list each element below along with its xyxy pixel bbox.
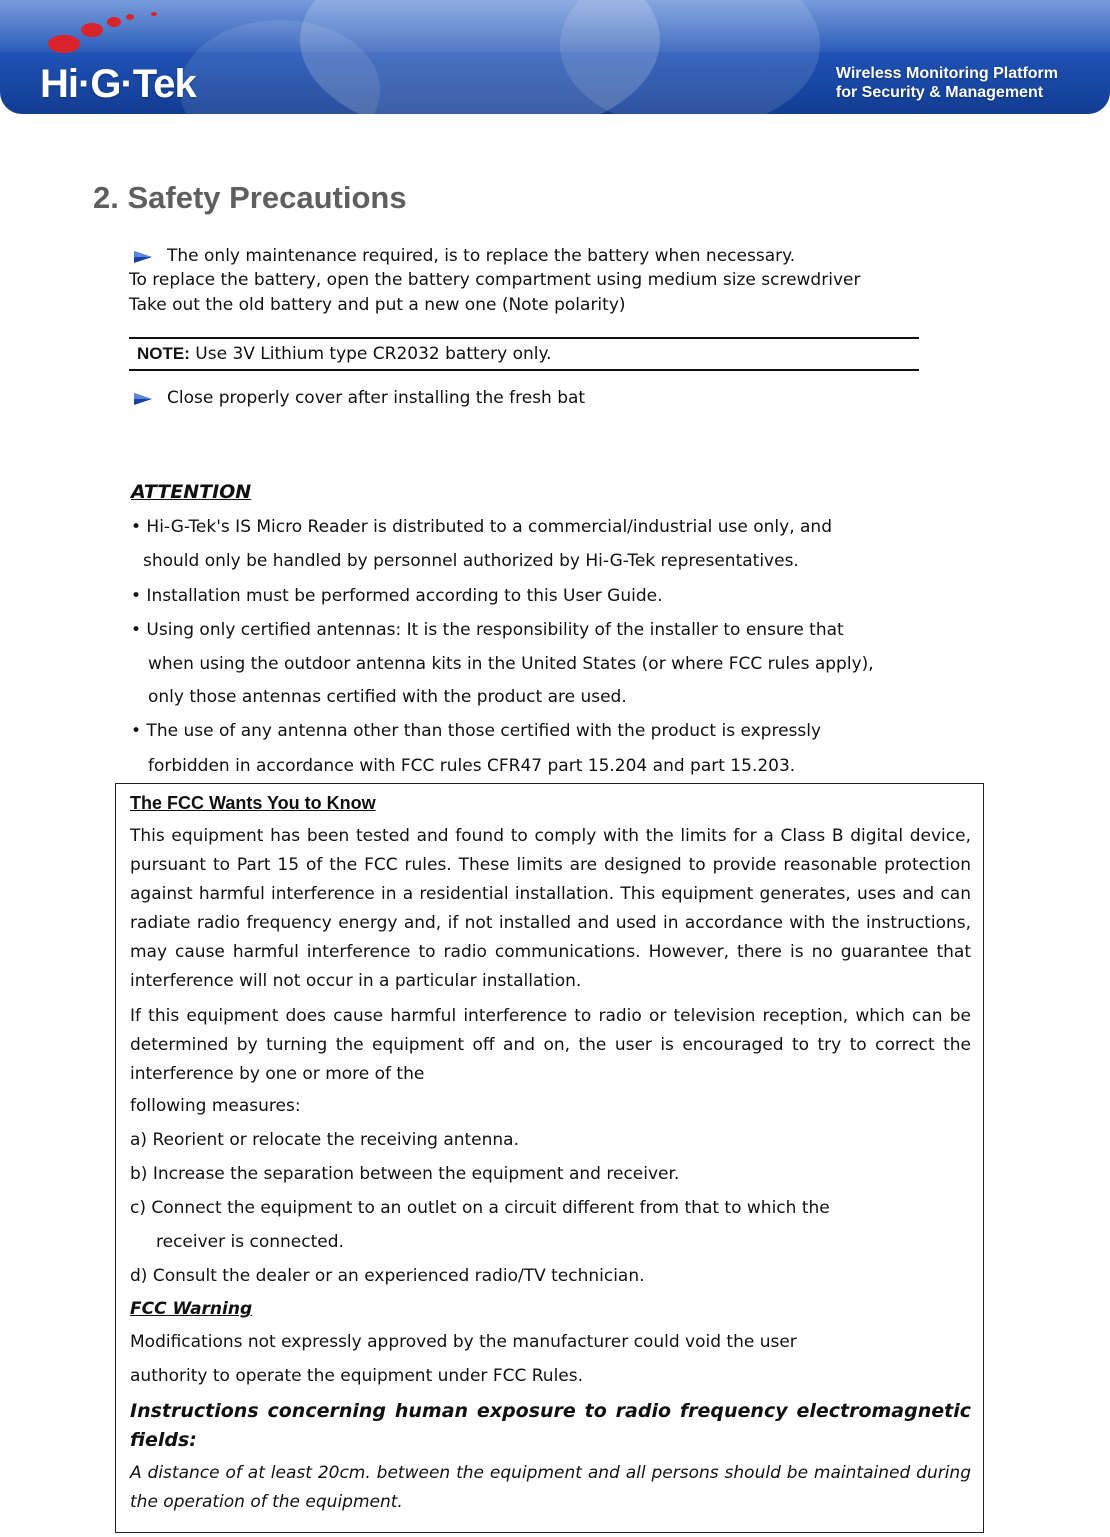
tagline-line-1: Wireless Monitoring Platform <box>835 65 1058 82</box>
attention-line: • Using only certified antennas: It is the responsibility of the installer to ensure that <box>131 620 844 640</box>
fcc-paragraph-2: If this equipment does cause harmful interference to radio or television reception, which can be determined by turning the equipment off and on, the user is encouraged to try to correct the interference by one or more of the <box>130 1006 971 1084</box>
maintenance-line-3: Take out the old battery and put a new one (Note polarity) <box>129 295 626 315</box>
fcc-warning-line-1: Modifications not expressly approved by the manufacturer could void the user <box>130 1332 797 1352</box>
note-text: Use 3V Lithium type CR2032 battery only. <box>189 344 552 364</box>
company-logo: Hi·G·Tek <box>40 62 196 106</box>
attention-line: • Installation must be performed according to this User Guide. <box>131 586 663 606</box>
fcc-notice-box <box>115 783 984 1533</box>
fcc-measure-b: b) Increase the separation between the equipment and receiver. <box>130 1164 680 1184</box>
maintenance-line-2: To replace the battery, open the battery compartment using medium size screwdriver <box>129 270 861 290</box>
exposure-heading: Instructions concerning human exposure to radio frequency electromagnetic fields: <box>130 1400 971 1451</box>
attention-line: should only be handled by personnel authorized by Hi-G-Tek representatives. <box>143 551 799 571</box>
fcc-measure-a: a) Reorient or relocate the receiving antenna. <box>130 1130 520 1150</box>
attention-line: • The use of any antenna other than those certified with the product is expressly <box>131 721 822 741</box>
header-banner <box>0 0 1110 114</box>
fcc-measure-c: c) Connect the equipment to an outlet on a circuit different from that to which the <box>130 1198 830 1218</box>
fcc-warning-line-2: authority to operate the equipment under FCC Rules. <box>130 1366 584 1386</box>
note-bottom-rule <box>129 369 919 371</box>
exposure-text: A distance of at least 20cm. between the equipment and all persons should be maintained during the operation of the equipment. <box>130 1463 971 1512</box>
logo-dots-icon <box>44 10 174 60</box>
header-tagline <box>836 64 1058 102</box>
page-title: 2. Safety Precautions <box>93 180 407 215</box>
fcc-measure-c-cont: receiver is connected. <box>156 1232 344 1252</box>
maintenance-bullet-1: The only maintenance required, is to replace the battery when necessary. <box>167 246 796 266</box>
note-top-rule <box>129 337 919 339</box>
fcc-measures-intro: following measures: <box>130 1096 301 1116</box>
fcc-measure-d: d) Consult the dealer or an experienced radio/TV technician. <box>130 1266 645 1286</box>
attention-line: • Hi-G-Tek's IS Micro Reader is distributed to a commercial/industrial use only, and <box>131 517 832 537</box>
maintenance-bullet-2: Close properly cover after installing the fresh bat <box>167 388 586 408</box>
attention-line: forbidden in accordance with FCC rules CFR47 part 15.204 and part 15.203. <box>148 756 796 776</box>
attention-heading: ATTENTION <box>131 481 252 503</box>
attention-line: when using the outdoor antenna kits in the United States (or where FCC rules apply), <box>148 654 874 674</box>
fcc-paragraph-1: This equipment has been tested and found to comply with the limits for a Class B digital device, pursuant to Part 15 of the FCC rules. These limits are designed to provide reasonable protection against harmful interference in a residential installation. This equipment generates, uses and can radiate radio frequency energy and, if not installed and used in accordance with the instructions, may cause harmful interference to radio communications. However, there is no guarantee that interference will not occur in a particular installation. <box>130 826 971 991</box>
arrow-bullet-icon <box>134 393 152 405</box>
fcc-warning-heading: FCC Warning <box>130 1299 253 1319</box>
tagline-line-2: for Security & Management <box>835 84 1044 101</box>
arrow-bullet-icon <box>134 251 152 263</box>
fcc-heading: The FCC Wants You to Know <box>130 793 376 813</box>
attention-line: only those antennas certified with the product are used. <box>148 687 627 707</box>
battery-note <box>137 343 552 365</box>
note-label: NOTE: <box>137 344 190 363</box>
